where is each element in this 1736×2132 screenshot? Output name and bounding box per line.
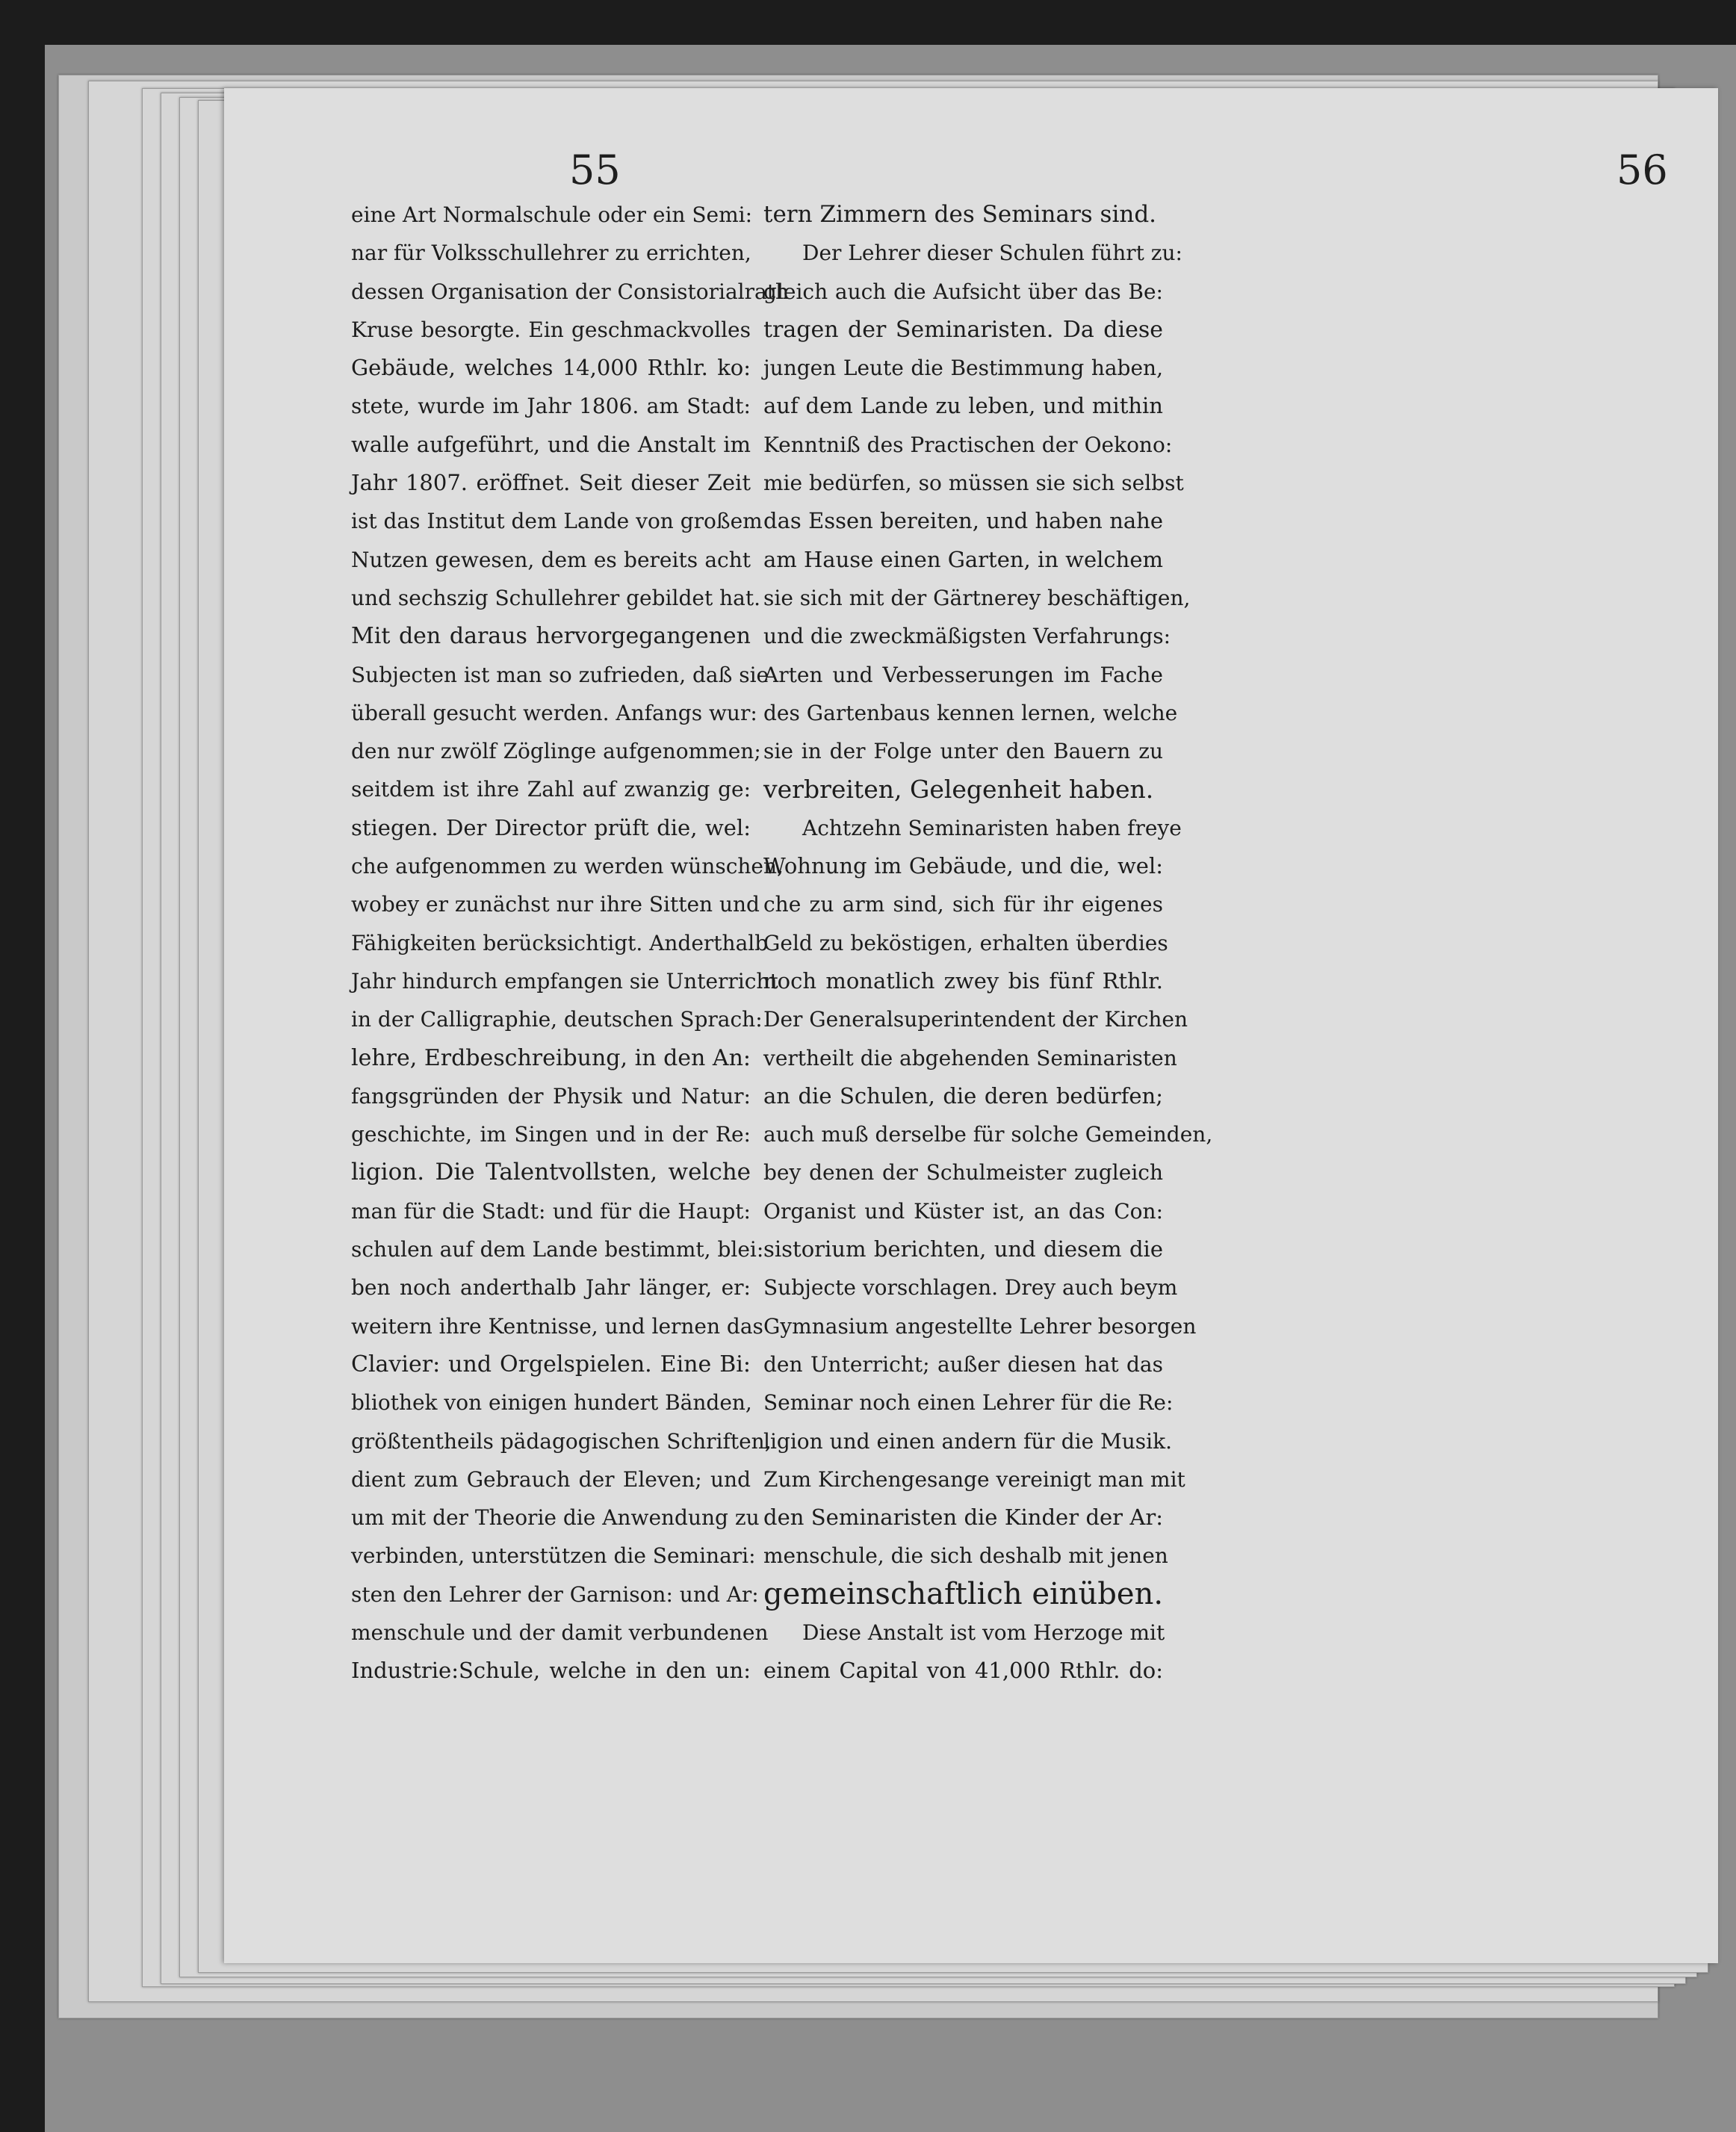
text-line: menschule, die sich deshalb mit jenen	[763, 1543, 1168, 1569]
text-line: sten den Lehrer der Garnison: und Ar:	[351, 1581, 759, 1607]
text-line: den Unterricht; außer diesen hat das	[763, 1351, 1163, 1377]
text-line: eine Art Normalschule oder ein Semi:	[351, 202, 753, 227]
text-line: auf dem Lande zu leben, und mithin	[763, 393, 1163, 419]
left-page-number: 55	[569, 146, 621, 193]
text-line: stete, wurde im Jahr 1806. am Stadt:	[351, 394, 751, 419]
text-line: am Hause einen Garten, in welchem	[763, 546, 1163, 572]
text-line: tern Zimmern des Seminars sind.	[763, 201, 1157, 228]
text-line: seitdem ist ihre Zahl auf zwanzig ge:	[351, 777, 751, 802]
text-line: Fähigkeiten berücksichtigt. Anderthalb	[351, 930, 769, 955]
text-line: Clavier: und Orgelspielen. Eine Bi:	[351, 1351, 751, 1378]
right-text-column	[763, 196, 1213, 1691]
text-line: mie bedürfen, so müssen sie sich selbst	[763, 471, 1184, 496]
left-text-column	[351, 196, 789, 1691]
text-line: Wohnung im Gebäude, und die, wel:	[763, 853, 1163, 879]
text-line: bey denen der Schulmeister zugleich	[763, 1160, 1163, 1186]
text-line: dessen Organisation der Consistorialrath	[351, 279, 789, 304]
text-line: ist das Institut dem Lande von großem	[351, 509, 763, 534]
text-line: sie sich mit der Gärtnerey beschäftigen,	[763, 585, 1191, 610]
text-line: che zu arm sind, sich für ihr eigenes	[763, 892, 1163, 917]
text-line: che aufgenommen zu werden wünschen,	[351, 854, 784, 879]
text-line: Jahr hindurch empfangen sie Unterricht	[351, 968, 778, 994]
text-line: noch monatlich zwey bis fünf Rthlr.	[763, 967, 1163, 994]
text-line: Organist und Küster ist, an das Con:	[763, 1198, 1163, 1224]
text-line: ligion. Die Talentvollsten, welche	[351, 1159, 751, 1186]
text-line: sie in der Folge unter den Bauern zu	[763, 739, 1163, 764]
text-line: vertheilt die abgehenden Seminaristen	[763, 1045, 1177, 1070]
text-line: das Essen bereiten, und haben nahe	[763, 508, 1163, 534]
text-line: Gebäude, welches 14,000 Rthlr. ko:	[351, 355, 751, 381]
text-line: Jahr 1807. eröffnet. Seit dieser Zeit	[351, 470, 751, 496]
text-line: sistorium berichten, und diesem die	[763, 1236, 1163, 1262]
text-line: Subjecten ist man so zufrieden, daß sie	[351, 662, 769, 687]
text-line: einem Capital von 41,000 Rthlr. do:	[763, 1658, 1163, 1684]
text-line: größtentheils pädagogischen Schriften,	[351, 1428, 772, 1454]
text-line: um mit der Theorie die Anwendung zu	[351, 1505, 760, 1531]
text-line: Industrie:Schule, welche in den un:	[351, 1658, 751, 1684]
text-line: Geld zu beköstigen, erhalten überdies	[763, 930, 1168, 955]
text-line: den Seminaristen die Kinder der Ar:	[763, 1505, 1163, 1531]
right-page-number: 56	[1616, 146, 1668, 193]
text-line: Kruse besorgte. Ein geschmackvolles	[351, 317, 751, 342]
text-line: an die Schulen, die deren bedürfen;	[763, 1082, 1163, 1109]
text-line: Arten und Verbesserungen im Fache	[763, 662, 1163, 687]
text-line: auch muß derselbe für solche Gemeinden,	[763, 1122, 1213, 1147]
text-line: in der Calligraphie, deutschen Sprach:	[351, 1007, 763, 1032]
text-line: walle aufgeführt, und die Anstalt im	[351, 431, 751, 457]
text-line: Nutzen gewesen, dem es bereits acht	[351, 547, 751, 572]
text-line: jungen Leute die Bestimmung haben,	[763, 356, 1163, 381]
text-line: den nur zwölf Zöglinge aufgenommen;	[351, 739, 761, 764]
text-line: Diese Anstalt ist vom Herzoge mit	[802, 1620, 1165, 1645]
text-line: schulen auf dem Lande bestimmt, blei:	[351, 1237, 764, 1262]
text-line: fangsgründen der Physik und Natur:	[351, 1083, 751, 1109]
text-line: Der Lehrer dieser Schulen führt zu:	[802, 241, 1182, 266]
text-line: gemeinschaftlich einüben.	[763, 1576, 1164, 1611]
text-line: tragen der Seminaristen. Da diese	[763, 316, 1163, 343]
text-line: menschule und der damit verbundenen	[351, 1620, 769, 1645]
text-line: bliothek von einigen hundert Bänden,	[351, 1390, 752, 1416]
text-line: des Gartenbaus kennen lernen, welche	[763, 700, 1178, 725]
text-line: und sechszig Schullehrer gebildet hat.	[351, 585, 760, 610]
text-line: und die zweckmäßigsten Verfahrungs:	[763, 624, 1171, 649]
text-line: stiegen. Der Director prüft die, wel:	[351, 814, 751, 840]
text-line: ben noch anderthalb Jahr länger, er:	[351, 1275, 751, 1301]
text-line: Gymnasium angestellte Lehrer besorgen	[763, 1313, 1197, 1339]
text-line: Seminar noch einen Lehrer für die Re:	[763, 1390, 1174, 1416]
text-line: verbreiten, Gelegenheit haben.	[763, 775, 1154, 805]
text-line: nar für Volksschullehrer zu errichten,	[351, 241, 751, 266]
text-line: lehre, Erdbeschreibung, in den An:	[351, 1044, 751, 1071]
text-line: Achtzehn Seminaristen haben freye	[802, 815, 1182, 840]
text-line: Subjecte vorschlagen. Drey auch beym	[763, 1275, 1178, 1301]
text-line: Mit den daraus hervorgegangenen	[351, 623, 751, 650]
text-line: dient zum Gebrauch der Eleven; und	[351, 1466, 751, 1492]
text-line: Kenntniß des Practischen der Oekono:	[763, 432, 1173, 457]
text-line: verbinden, unterstützen die Seminari:	[351, 1543, 756, 1569]
text-line: man für die Stadt: und für die Haupt:	[351, 1198, 751, 1224]
text-line: weitern ihre Kentnisse, und lernen das	[351, 1313, 763, 1339]
text-line: geschichte, im Singen und in der Re:	[351, 1122, 751, 1147]
text-line: wobey er zunächst nur ihre Sitten und	[351, 892, 760, 917]
text-line: Zum Kirchengesange vereinigt man mit	[763, 1466, 1185, 1492]
text-line: überall gesucht werden. Anfangs wur:	[351, 700, 757, 725]
text-line: Der Generalsuperintendent der Kirchen	[763, 1007, 1188, 1032]
text-line: ligion und einen andern für die Musik.	[763, 1428, 1172, 1454]
text-line: gleich auch die Aufsicht über das Be:	[763, 279, 1163, 304]
